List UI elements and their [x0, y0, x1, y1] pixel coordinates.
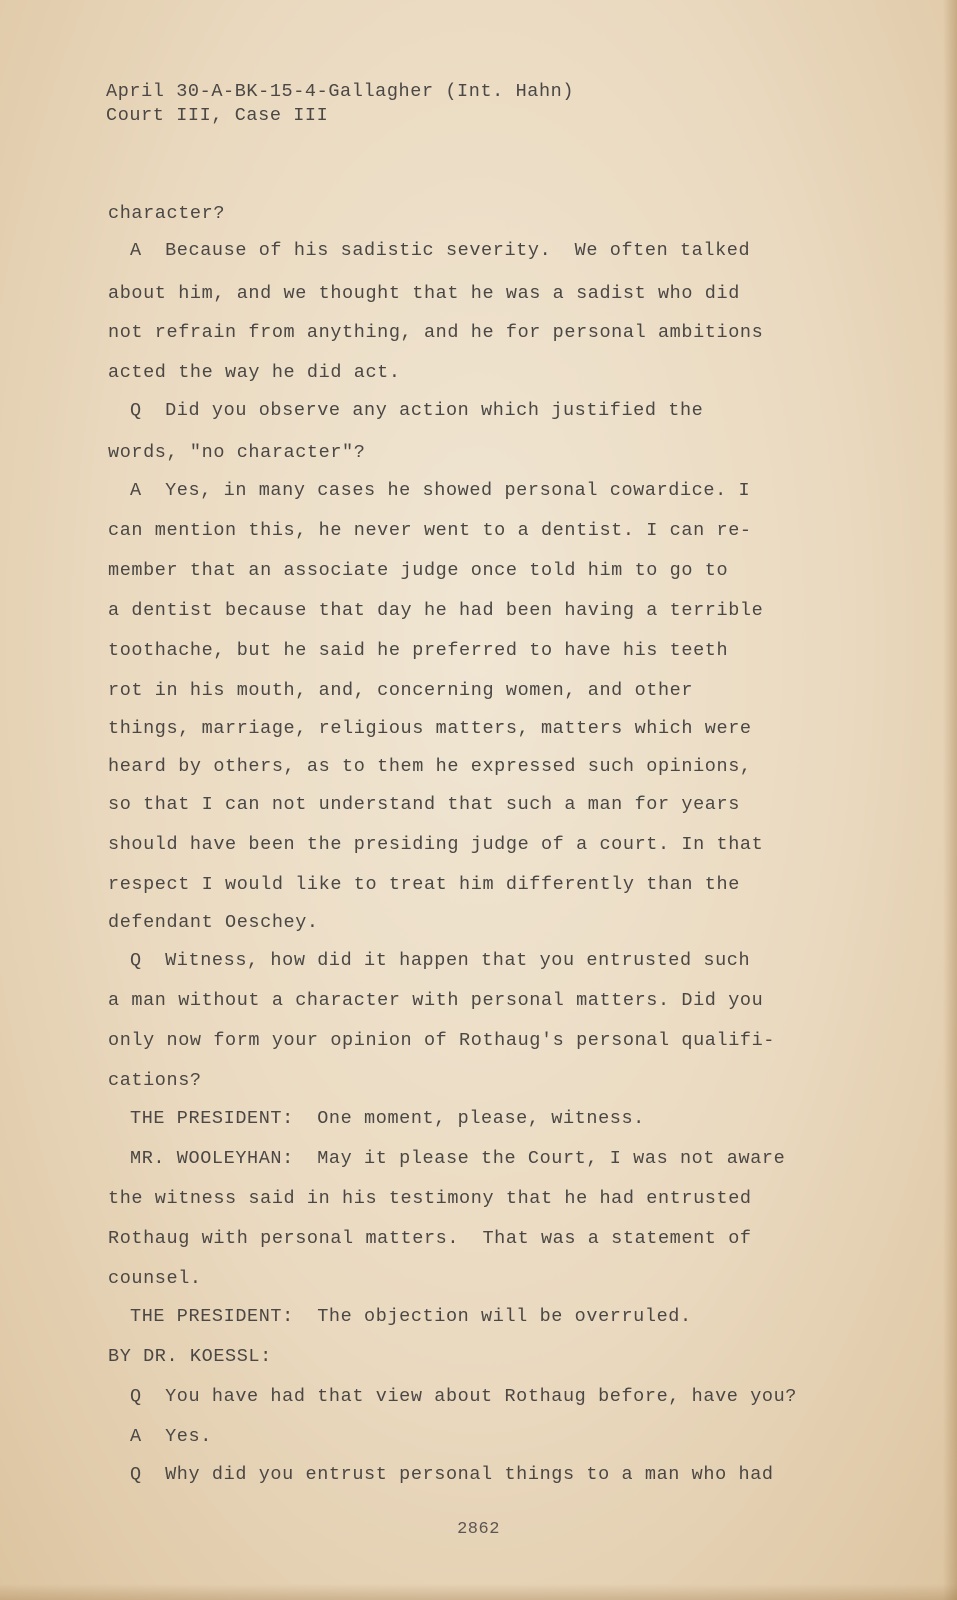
body-line: acted the way he did act.: [108, 362, 401, 383]
body-line: can mention this, he never went to a dentist. I can re-: [108, 520, 752, 541]
body-line: respect I would like to treat him differently than the: [108, 874, 740, 895]
body-line: Q Why did you entrust personal things to a man who had: [130, 1464, 774, 1485]
header-line-2: Court III, Case III: [106, 105, 329, 126]
body-line: A Yes.: [130, 1426, 212, 1447]
page-edge-shadow-bottom: [0, 1584, 957, 1600]
body-line: MR. WOOLEYHAN: May it please the Court, I was not aware: [130, 1148, 786, 1169]
body-line: rot in his mouth, and, concerning women, and other: [108, 680, 694, 701]
body-line: member that an associate judge once told him to go to: [108, 560, 729, 581]
body-line: should have been the presiding judge of a court. In that: [108, 834, 764, 855]
body-line: Rothaug with personal matters. That was a statement of: [108, 1228, 752, 1249]
body-line: Q Did you observe any action which justified the: [130, 400, 704, 421]
body-line: counsel.: [108, 1268, 202, 1289]
body-line: so that I can not understand that such a man for years: [108, 794, 740, 815]
body-line: a dentist because that day he had been having a terrible: [108, 600, 764, 621]
body-line: not refrain from anything, and he for personal ambitions: [108, 322, 764, 343]
body-line: only now form your opinion of Rothaug's personal qualifi-: [108, 1030, 776, 1051]
body-line: BY DR. KOESSL:: [108, 1346, 272, 1367]
body-line: Q You have had that view about Rothaug before, have you?: [130, 1386, 798, 1407]
header-line-1: April 30-A-BK-15-4-Gallagher (Int. Hahn): [106, 81, 575, 102]
body-line: heard by others, as to them he expressed such opinions,: [108, 756, 752, 777]
page-number: 2862: [457, 1520, 500, 1539]
body-line: words, "no character"?: [108, 442, 366, 463]
body-line: THE PRESIDENT: One moment, please, witness.: [130, 1108, 645, 1129]
body-line: about him, and we thought that he was a sadist who did: [108, 283, 740, 304]
body-line: toothache, but he said he preferred to have his teeth: [108, 640, 729, 661]
body-line: defendant Oeschey.: [108, 912, 319, 933]
body-line: character?: [108, 203, 226, 224]
body-line: THE PRESIDENT: The objection will be overruled.: [130, 1306, 692, 1327]
body-line: a man without a character with personal matters. Did you: [108, 990, 764, 1011]
body-line: cations?: [108, 1070, 202, 1091]
body-line: the witness said in his testimony that he had entrusted: [108, 1188, 752, 1209]
document-header: [106, 80, 574, 128]
body-line: A Yes, in many cases he showed personal cowardice. I: [130, 480, 751, 501]
body-line: things, marriage, religious matters, matters which were: [108, 718, 752, 739]
page-edge-shadow-right: [943, 0, 957, 1600]
body-line: Q Witness, how did it happen that you entrusted such: [130, 950, 751, 971]
body-line: A Because of his sadistic severity. We often talked: [130, 240, 751, 261]
